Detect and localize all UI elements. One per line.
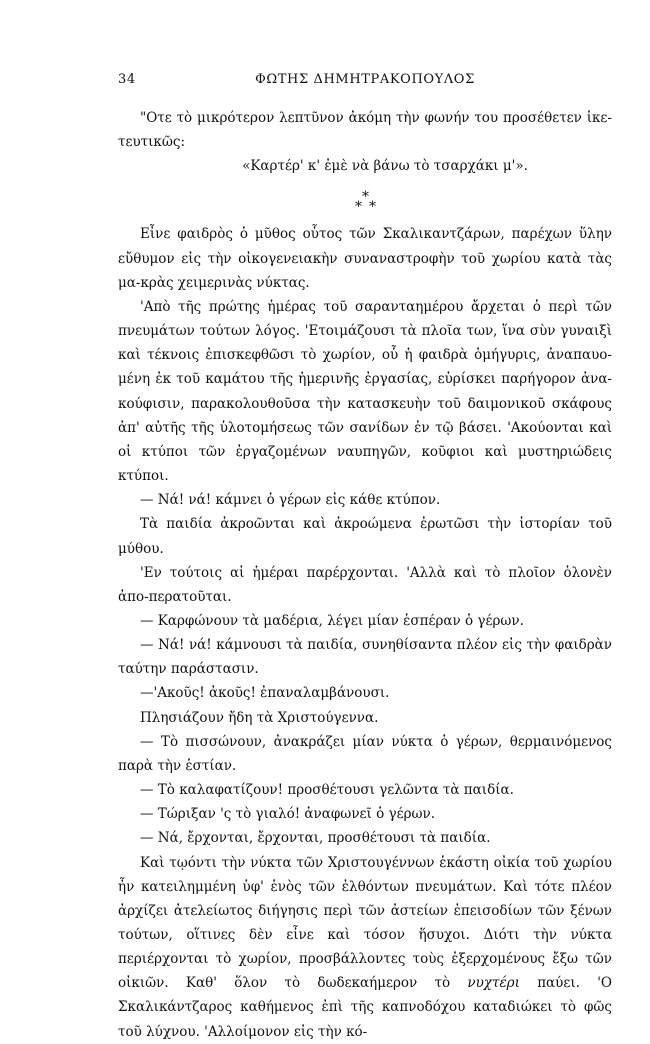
paragraph-myth: Εἶνε φαιδρὸς ὁ μῦθος οὗτος τῶν Σκαλικαντζάρων, παρέχων ὕλην εὔθυμον εἰς τὴν οἰκογενειακὴν συναναστροφὴν τοῦ χωρίου κατὰ τὰς μα-κρὰς χειμερινὰς νύκτας. xyxy=(118,226,612,291)
asterism-star-right: * xyxy=(369,199,376,216)
asterism-star-left: * xyxy=(355,199,362,216)
dialogue-line: — Καρφώνουν τὰ μαδέρια, λέγει μίαν ἑσπέραν ὁ γέρων. xyxy=(140,612,524,629)
quoted-verse: «Καρτέρ' κ' ἐμὲ νὰ βάνω τὸ τσαρχάκι μ'». xyxy=(242,158,528,175)
running-title: ΦΩΤΗΣ ΔΗΜΗΤΡΑΚΟΠΟΥΛΟΣ xyxy=(255,72,475,87)
emphasized-word: νυχτέρι xyxy=(467,975,520,992)
running-header xyxy=(118,72,612,92)
paragraph-text: παύει. 'Ο Σκαλικάντζαρος καθήμενος ἐπὶ τῆς καπνοδόχου καταδιώκει τὸ φῶς τοῦ λύχνου. 'Αλλοίμονον εἰς τὴν κό- xyxy=(118,975,612,1040)
dialogue-line: — Τὸ πισσώνουν, ἀνακράζει μίαν νύκτα ὁ γέρων, θερμαινόμενος παρὰ τὴν ἑστίαν. xyxy=(118,733,612,774)
asterism-star-top: * xyxy=(362,189,369,206)
paragraph-christmas: Πλησιάζουν ἤδη τὰ Χριστούγεννα. xyxy=(140,709,379,726)
paragraph-opening: "Οτε τὸ μικρότερον λεπτῦνον ἀκόμη τὴν φωνήν του προσέθετεν ἱκε-τευτικῶς: xyxy=(118,110,612,151)
section-asterism xyxy=(118,188,612,216)
paragraph-christmas-night xyxy=(118,851,612,1044)
page-body xyxy=(118,106,612,1044)
paragraph-children: Τὰ παιδία ἀκροῶνται καὶ ἀκροώμενα ἐρωτῶσι τὴν ἱστορίαν τοῦ μύθου. xyxy=(118,516,612,557)
dialogue-line: — Νά, ἔρχονται, ἔρχονται, προσθέτουσι τὰ παιδία. xyxy=(140,830,491,847)
dialogue-line: — Νά! νά! κάμνουσι τὰ παιδία, συνηθίσαντα πλέον εἰς τὴν φαιδρὰν ταύτην παράστασιν. xyxy=(118,637,612,678)
dialogue-line: — Νά! νά! κάμνει ὁ γέρων εἰς κάθε κτύπον. xyxy=(140,492,441,509)
dialogue-line: — Τὸ καλαφατίζουν! προσθέτουσι γελῶντα τὰ παιδία. xyxy=(140,782,514,799)
paragraph-text: Καὶ τῳόντι τὴν νύκτα τῶν Χριστουγέννων ἑκάστη οἰκία τοῦ χωρίου ἦν κατειλημμένη ὑφ' ἑνὸς τῶν ἐλθόντων πνευμάτων. Καὶ τότε πλέον ἀρχίζει ἀτελείωτος διήγησις περὶ τῶν ἀστείων ἐπεισοδίων τῶν ξένων τούτων, οἵτινες δὲν εἶνε καὶ τόσον ἥσυχοι. Διότι τὴν νύκτα περιέρχονται τὸ χωρίον, προσβάλλοντες τοὺς ἐξερχομένους ἔξω τῶν οἰκιῶν. Καθ' ὅλον τὸ δωδεκαήμερον τὸ xyxy=(118,854,612,992)
paragraph-spirits: 'Απὸ τῆς πρώτης ἡμέρας τοῦ σαρανταημέρου ἄρχεται ὁ περὶ τῶν πνευμάτων τούτων λόγος. 'Ετοιμάζουσι τὰ πλοῖα των, ἵνα σὺν γυναιξὶ καὶ τέκνοις ἐπισκεφθῶσι τὸ χωρίον, οὗ ἡ φαιδρὰ ὁμήγυρις, ἀναπαυο-μένη ἐκ τοῦ καμάτου τῆς ἡμερινῆς ἐργασίας, εὑρίσκει παρήγορον ἀνα-κούφισιν, παρακολουθοῦσα τὴν κατασκευὴν τοῦ δαιμονικοῦ σκάφους ἀπ' αὐτῆς τῆς ὑλοτομήσεως τῶν σανίδων ἐν τῷ βάσει. 'Ακούονται καὶ οἱ κτύποι τῶν ἐργαζομένων ναυπηγῶν, κοῦφιοι καὶ μυστηριώδεις κτύποι. xyxy=(118,298,612,485)
page-number: 34 xyxy=(118,72,136,87)
paragraph-days-pass: 'Εν τούτοις αἱ ἡμέραι παρέρχονται. 'Αλλὰ καὶ τὸ πλοῖον ὁλονὲν ἀπο-περατοῦται. xyxy=(118,564,612,605)
dialogue-line: — Τώριξαν 'ς τὸ γιαλό! ἀναφωνεῖ ὁ γέρων. xyxy=(140,806,436,823)
dialogue-line: —'Ακοῦς! ἀκοῦς! ἐπαναλαμβάνουσι. xyxy=(140,685,390,702)
